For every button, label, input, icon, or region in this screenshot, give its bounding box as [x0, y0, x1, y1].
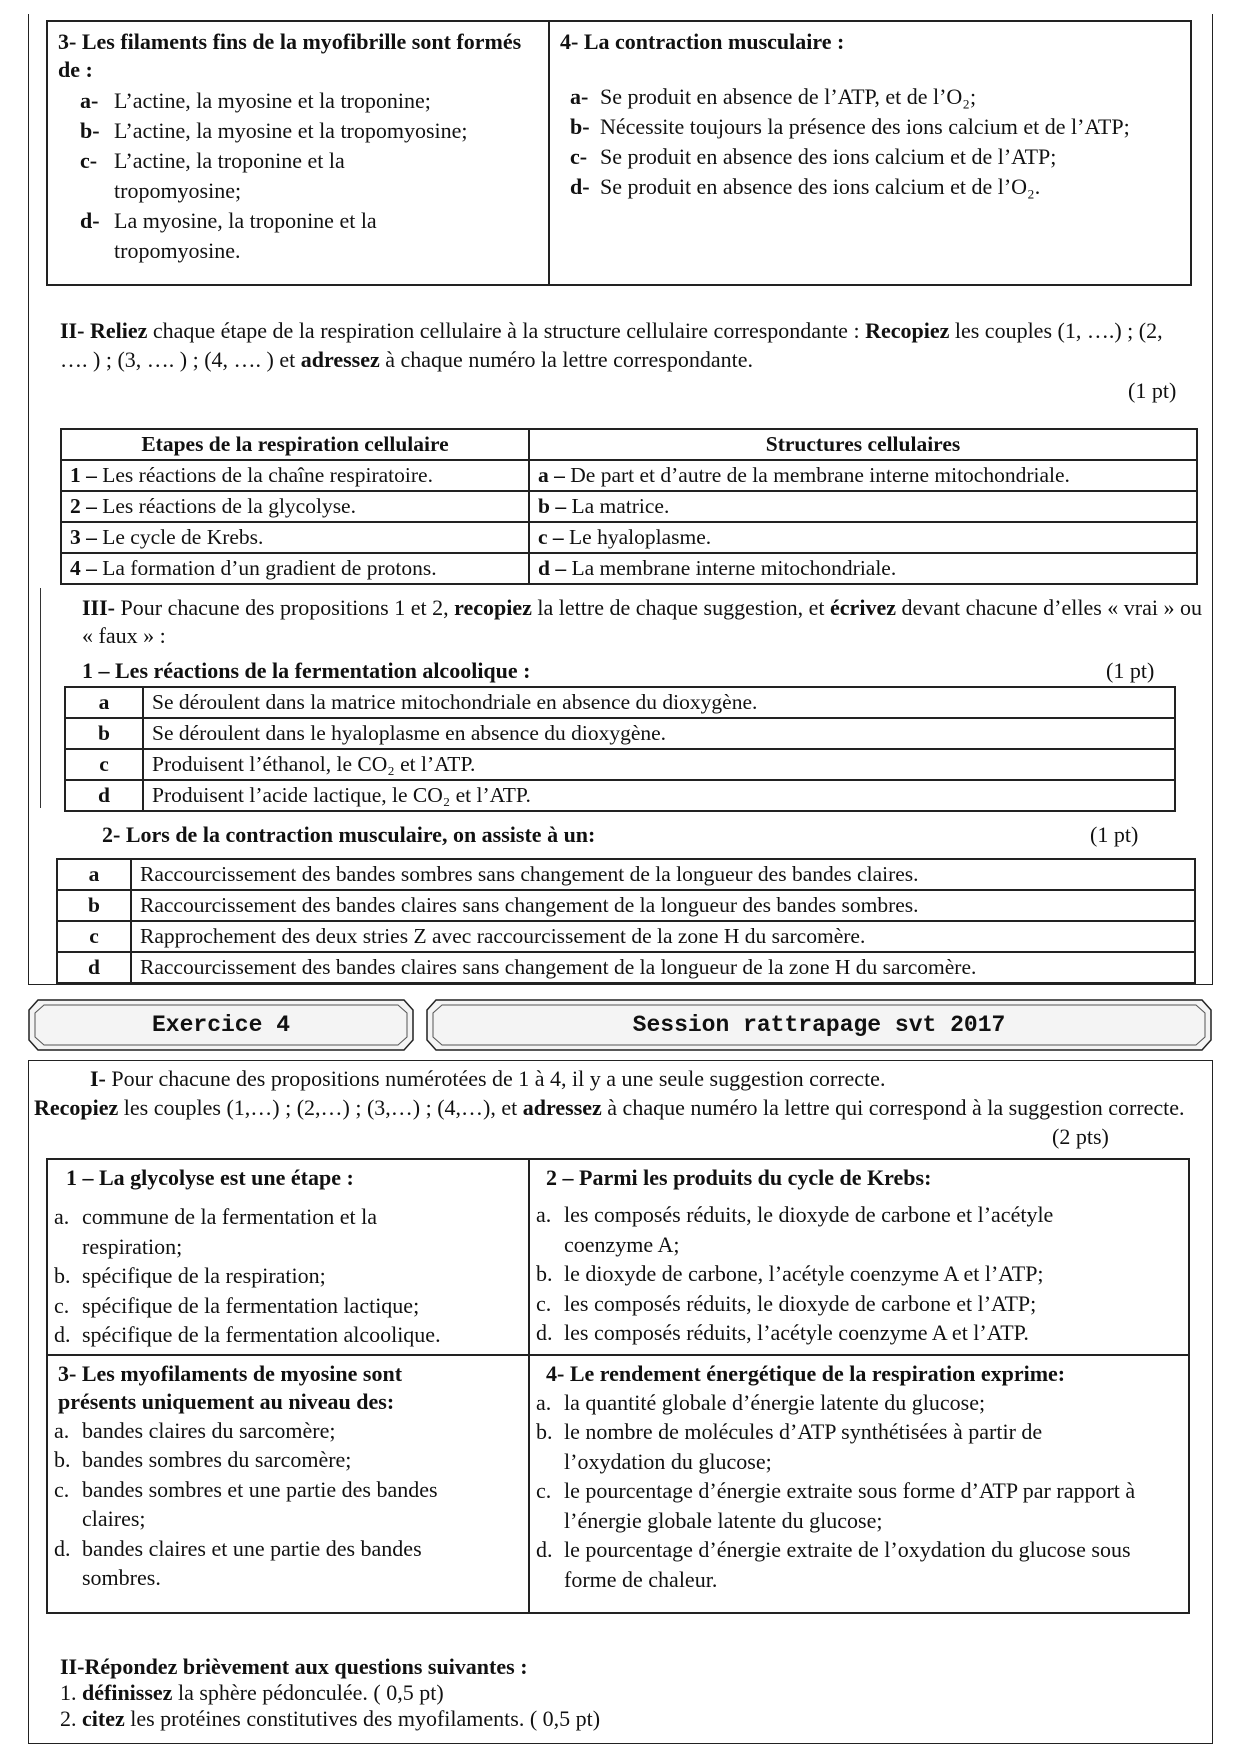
ex4-mcq-table [46, 1158, 1190, 1614]
ex4-q2-option-d: d. les composés réduits, l’acétyle coenzyme A et l’ATP. [536, 1320, 1029, 1345]
col-header-steps: Etapes de la respiration cellulaire [61, 429, 529, 460]
ex4-q3-option-b: b. bandes sombres du sarcomère; [54, 1447, 352, 1472]
ex4-q1-option-d: d. spécifique de la fermentation alcoolique. [54, 1322, 441, 1347]
ex4-q1-option-b: b. spécifique de la respiration; [54, 1263, 326, 1288]
ex4-q4-option-d: d. le pourcentage d’énergie extraite de l’oxydation du glucose sous forme de chaleur. [536, 1537, 1131, 1592]
ex4-q4-title: 4- Le rendement énergétique de la respiration exprime: [546, 1360, 1066, 1386]
exercise-banner [28, 999, 414, 1049]
ex4-q2-option-c: c. les composés réduits, le dioxyde de carbone et l’ATP; [536, 1290, 1037, 1316]
ex4-q3-option-a: a. bandes claires du sarcomère; [54, 1417, 336, 1443]
ex4-q2-options [536, 1200, 1182, 1348]
ex4-q1-option-c: c. spécifique de la fermentation lactique; [54, 1292, 420, 1318]
ex3-q3-option-b: b- L’actine, la myosine et la tropomyosine; [80, 118, 468, 143]
ex3-p2-title: 2- Lors de la contraction musculaire, on assiste à un: [102, 822, 596, 847]
table-row: b Se déroulent dans le hyaloplasme en absence du dioxygène. [65, 718, 1175, 749]
ex4-part2-item-1: 1. définissez la sphère pédonculée. ( 0,5 pt) [60, 1680, 444, 1705]
session-banner [426, 999, 1212, 1049]
ex4-q4-option-c: c. le pourcentage d’énergie extraite sous forme d’ATP par rapport à l’énergie globale latente du glucose; [536, 1478, 1136, 1533]
ex3-p1-points: (1 pt) [1106, 658, 1155, 683]
ex4-q1-title: 1 – La glycolyse est une étape : [66, 1165, 354, 1190]
ex4-part1-points: (2 pts) [1052, 1124, 1109, 1149]
ex4-q3-option-c: c. bandes sombres et une partie des bandes claires; [54, 1476, 438, 1531]
table-row: 1 – Les réactions de la chaîne respiratoire. a – De part et d’autre de la membrane interne mitochondriale. [61, 460, 1197, 491]
ex3-q3-options [58, 86, 538, 266]
table-row: 3 – Le cycle de Krebs. c – Le hyaloplasme. [61, 522, 1197, 553]
table-row: 4 – La formation d’un gradient de protons. d – La membrane interne mitochondriale. [61, 553, 1197, 584]
ex4-q2-cell [529, 1159, 1189, 1355]
ex3-q3-option-c: c- L’actine, la troponine et la tropomyosine; [80, 148, 345, 203]
ex3-q4-option-d: d- Se produit en absence des ions calcium et de l’O₂. [570, 174, 1041, 199]
ex4-part1-instructions: I- Pour chacune des propositions numérotées de 1 à 4, il y a une seule suggestion correcte. Recopiez les couples (1,…) ; (2,…) ; (3,…) ; (4,…), et adressez à chaque numéro la lettre qui correspond à la suggestion correcte. [34, 1066, 1185, 1120]
ex3-part3-instructions: III- Pour chacune des propositions 1 et 2, recopiez la lettre de chaque suggestion, et écrivez devant chacune d’elles « vrai » ou « faux » : [82, 595, 1203, 648]
ex4-q3-option-d: d. bandes claires et une partie des bandes sombres. [54, 1535, 422, 1590]
ex4-q4-cell [529, 1355, 1189, 1614]
ex3-q4-option-b: b- Nécessite toujours la présence des ions calcium et de l’ATP; [570, 114, 1130, 139]
table-row: 2 – Les réactions de la glycolyse. b – La matrice. [61, 491, 1197, 522]
ex3-part2-points: (1 pt) [1128, 378, 1177, 403]
ex3-p1-title: 1 – Les réactions de la fermentation alcoolique : [82, 658, 531, 683]
table-row: b Raccourcissement des bandes claires sans changement de la longueur des bandes sombres. [57, 890, 1195, 921]
ex3-q3-option-d: d- La myosine, la troponine et la tropomyosine. [80, 208, 377, 263]
ex4-q2-option-a: a. les composés réduits, le dioxyde de carbone et l’acétyle coenzyme A; [536, 1202, 1054, 1257]
table-row: d Raccourcissement des bandes claires sans changement de la longueur de la zone H du sarcomère. [57, 952, 1195, 983]
ex4-q1-cell [47, 1159, 529, 1355]
ex4-q1-options [54, 1202, 522, 1350]
ex3-q4-cell [549, 21, 1191, 285]
ex3-q4-option-a: a- Se produit en absence de l’ATP, et de l’O₂; [570, 84, 977, 109]
table-row: a Se déroulent dans la matrice mitochondriale en absence du dioxygène. [65, 687, 1175, 718]
ex3-q4-option-c: c- Se produit en absence des ions calcium et de l’ATP; [570, 144, 1057, 169]
ex3-part2-instructions: II- Reliez chaque étape de la respiration cellulaire à la structure cellulaire correspondante : Recopiez les couples (1, ….) ; (2, …. ) ; (3, …. ) ; (4, …. ) et adressez à chaque numéro la lettre correspondante. [60, 318, 1163, 372]
table-row: d Produisent l’acide lactique, le CO₂ et l’ATP. [65, 780, 1175, 811]
table-row: c Rapprochement des deux stries Z avec raccourcissement de la zone H du sarcomère. [57, 921, 1195, 952]
ex3-p2-points: (1 pt) [1090, 822, 1139, 847]
ex4-q2-option-b: b. le dioxyde de carbone, l’acétyle coenzyme A et l’ATP; [536, 1261, 1044, 1286]
contraction-table [56, 858, 1196, 984]
table-row: c Produisent l’éthanol, le CO₂ et l’ATP. [65, 749, 1175, 780]
ex4-part2-title: II-Répondez brièvement aux questions suivantes : [60, 1654, 528, 1679]
col-header-structures: Structures cellulaires [529, 429, 1197, 460]
ex4-part2-item-2: 2. citez les protéines constitutives des myofilaments. ( 0,5 pt) [60, 1706, 601, 1731]
ex4-q4-option-b: b. le nombre de molécules d’ATP synthétisées à partir de l’oxydation du glucose; [536, 1419, 1043, 1474]
ex4-q4-options [536, 1388, 1182, 1595]
ex4-q4-option-a: a. la quantité globale d’énergie latente du glucose; [536, 1389, 986, 1415]
ex3-mcq-table [46, 20, 1192, 286]
ex4-q3-options [54, 1416, 522, 1593]
part3-side-rule [40, 588, 41, 808]
ex4-q3-title: 3- Les myofilaments de myosine sont présents uniquement au niveau des: [58, 1360, 403, 1414]
ex3-q4-options [560, 82, 1180, 202]
ex4-q2-title: 2 – Parmi les produits du cycle de Krebs: [546, 1165, 932, 1190]
table-row: a Raccourcissement des bandes sombres sans changement de la longueur des bandes claires. [57, 859, 1195, 890]
ex3-q3-cell [47, 21, 549, 285]
fermentation-table [64, 686, 1176, 812]
ex3-q4-title: 4- La contraction musculaire : [560, 29, 845, 54]
exercise-label: Exercice 4 [151, 1012, 291, 1038]
ex3-q3-option-a: a- L’actine, la myosine et la troponine; [80, 88, 431, 113]
ex4-q3-cell [47, 1355, 529, 1614]
session-label: Session rattrapage svt 2017 [632, 1012, 1006, 1038]
ex4-q1-option-a: a. commune de la fermentation et la respiration; [54, 1204, 378, 1259]
ex3-q3-title: 3- Les filaments fins de la myofibrille sont formés de : [58, 29, 522, 82]
respiration-matching-table [60, 428, 1198, 585]
